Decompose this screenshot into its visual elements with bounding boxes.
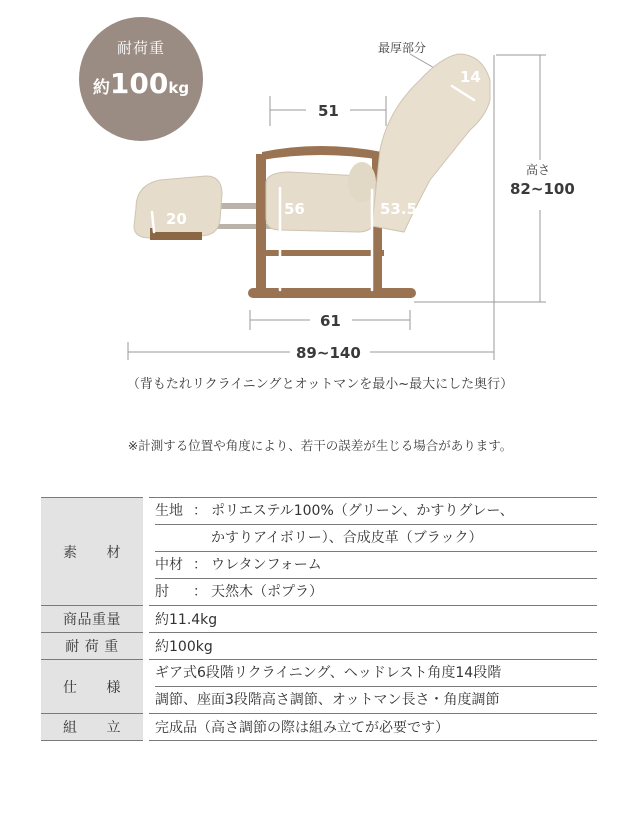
spec-row-material — [41, 498, 597, 606]
spec-table — [41, 497, 597, 741]
spec-label-load: 耐 荷 重 — [41, 633, 146, 660]
total-depth-value: 89~140 — [296, 344, 361, 362]
material-filling: 中材 ： ウレタンフォーム — [155, 552, 597, 579]
measurement-note: ※計測する位置や角度により、若干の誤差が生じる場合があります。 — [127, 438, 513, 453]
chair-dimension-diagram — [0, 0, 640, 400]
thickest-value: 14 — [460, 68, 481, 86]
spec-value-load: 約100kg — [146, 633, 597, 660]
material-armrest: 肘 ： 天然木（ポプラ） — [155, 584, 323, 600]
badge-prefix: 約 — [92, 78, 110, 98]
badge-unit: kg — [168, 79, 190, 97]
ottoman-value: 20 — [166, 210, 187, 228]
thickest-label: 最厚部分 — [378, 41, 427, 55]
spec-value-assembly: 完成品（高さ調節の際は組み立てが必要です） — [146, 714, 597, 741]
height-value: 82~100 — [510, 180, 575, 198]
base-depth-value: 61 — [320, 312, 341, 330]
features-line1: ギア式6段階リクライニング、ヘッドレスト角度14段階 — [155, 660, 597, 687]
arm-width-value: 51 — [318, 102, 339, 120]
spec-label-features: 仕 様 — [41, 660, 146, 714]
seat-height2-value: 53.5 — [380, 200, 418, 218]
spec-label-assembly: 組 立 — [41, 714, 146, 741]
spec-label-weight: 商品重量 — [41, 606, 146, 633]
height-label: 高さ — [526, 163, 551, 177]
spec-label-material: 素 材 — [41, 498, 146, 606]
features-line2: 調節、座面3段階高さ調節、オットマン長さ・角度調節 — [155, 692, 500, 708]
depth-caption: （背もたれリクライニングとオットマンを最小~最大にした奥行） — [126, 377, 514, 392]
badge-number: 100 — [109, 67, 169, 100]
spec-row-features — [41, 660, 597, 714]
spec-value-weight: 約11.4kg — [146, 606, 597, 633]
material-fabric-cont: かすりアイボリー）、合成皮革（ブラック） — [155, 525, 597, 552]
material-fabric: 生地 ： ポリエステル100%（グリーン、かすりグレー、 — [155, 498, 597, 525]
spec-row-weight — [41, 606, 597, 633]
seat-height-value: 56 — [284, 200, 305, 218]
spec-row-assembly — [41, 714, 597, 741]
spec-row-load — [41, 633, 597, 660]
badge-title: 耐荷重 — [116, 39, 165, 57]
